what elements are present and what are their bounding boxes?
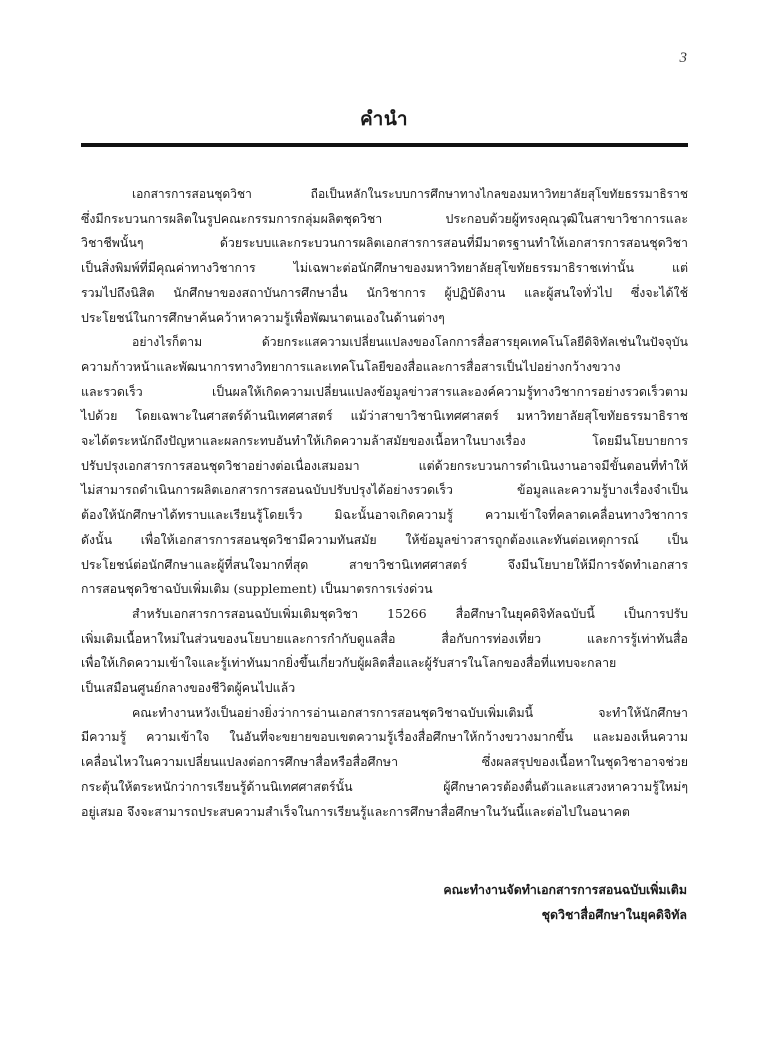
paragraph-line: วิชาชีพนั้นๆ ด้วยระบบและกระบวนการผลิตเอกสารการสอนที่มีมาตรฐานทำให้เอกสารการสอนชุดวิชา	[81, 235, 688, 251]
paragraph-line: ความก้าวหน้าและพัฒนาการทางวิทยาการและเทคโนโลยีของสื่อและการสื่อสารเป็นไปอย่างกว้างขวาง	[81, 358, 621, 374]
paragraph-line: อย่างไรก็ตาม ด้วยกระแสความเปลี่ยนแปลงของโลกการสื่อสารยุคเทคโนโลยีดิจิทัลเช่นในปัจจุบัน	[132, 335, 688, 350]
paragraph-line: ไปด้วย โดยเฉพาะในศาสตร์ด้านนิเทศศาสตร์ แม้ว่าสาขาวิชานิเทศศาสตร์ มหาวิทยาลัยสุโขทัยธรรมาธิราช	[81, 408, 688, 424]
paragraph-line: เอกสารการสอนชุดวิชา ถือเป็นหลักในระบบการศึกษาทางไกลของมหาวิทยาลัยสุโขทัยธรรมาธิราช	[132, 187, 688, 201]
paragraph	[81, 602, 688, 701]
paragraph-line: เป็นสิ่งพิมพ์ที่มีคุณค่าทางวิชาการ ไม่เฉพาะต่อนักศึกษาของมหาวิทยาลัยสุโขทัยธรรมาธิราชเท่านั้น แต่	[81, 260, 688, 276]
signature-course: ชุดวิชาสื่อศึกษาในยุคดิจิทัล	[541, 907, 687, 922]
title-divider	[81, 143, 688, 147]
signature-committee: คณะทำงานจัดทำเอกสารการสอนฉบับเพิ่มเติม	[443, 882, 687, 897]
paragraph-line: เคลื่อนไหวในความเปลี่ยนแปลงต่อการศึกษาสื่อหรือสื่อศึกษา ซึ่งผลสรุปของเนื้อหาในชุดวิชาอาจช่วย	[81, 754, 688, 770]
page-title: คำนำ	[359, 108, 409, 130]
paragraph	[81, 701, 688, 825]
paragraph-line: สำหรับเอกสารการสอนฉบับเพิ่มเติมชุดวิชา 15266 สื่อศึกษาในยุคดิจิทัลฉบับนี้ เป็นการปรับ	[132, 605, 688, 621]
paragraph-line: ซึ่งมีกระบวนการผลิตในรูปคณะกรรมการกลุ่มผลิตชุดวิชา ประกอบด้วยผู้ทรงคุณวุฒิในสาขาวิชาการและ	[81, 210, 688, 226]
page-number: 3	[679, 50, 687, 66]
paragraph-line: ต้องให้นักศึกษาได้ทราบและเรียนรู้โดยเร็ว มิฉะนั้นอาจเกิดความรู้ ความเข้าใจที่คลาดเคลื่อนทางวิชาการ	[81, 507, 688, 523]
paragraph-line: การสอนชุดวิชาฉบับเพิ่มเติม (supplement) เป็นมาตรการเร่งด่วน	[81, 581, 433, 597]
paragraph	[81, 330, 688, 602]
paragraph-line: กระตุ้นให้ตระหนักว่าการเรียนรู้ด้านนิเทศศาสตร์นั้น ผู้ศึกษาควรต้องตื่นตัวและแสวงหาความรู้ใหม่ๆ	[81, 778, 688, 794]
paragraph-line: และรวดเร็ว เป็นผลให้เกิดความเปลี่ยนแปลงข้อมูลข่าวสารและองค์ความรู้ทางวิชาการอย่างรวดเร็วตาม	[81, 383, 688, 399]
paragraph-line: ประโยชน์ต่อนักศึกษาและผู้ที่สนใจมากที่สุด สาขาวิชานิเทศศาสตร์ จึงมีนโยบายให้มีการจัดทำเอกสาร	[81, 556, 688, 572]
signature-block	[443, 877, 687, 927]
paragraph-line: เพิ่มเติมเนื้อหาใหม่ในส่วนของนโยบายและการกำกับดูแลสื่อ สื่อกับการท่องเที่ยว และการรู้เท่าทันสื่อ	[81, 630, 688, 646]
paragraph-line: ไม่สามารถดำเนินการผลิตเอกสารการสอนฉบับปรับปรุงได้อย่างรวดเร็ว ข้อมูลและความรู้บางเรื่องจำเป็น	[81, 482, 688, 498]
paragraph-line: จะได้ตระหนักถึงปัญหาและผลกระทบอันทำให้เกิดความล้าสมัยของเนื้อหาในบางเรื่อง โดยมีนโยบายการ	[81, 433, 688, 449]
paragraph-line: รวมไปถึงนิสิต นักศึกษาของสถาบันการศึกษาอื่น นักวิชาการ ผู้ปฏิบัติงาน และผู้สนใจทั่วไป ซึ่งจะได้ใช้	[81, 284, 688, 300]
paragraph-line: มีความรู้ ความเข้าใจ ในอันที่จะขยายขอบเขตความรู้เรื่องสื่อศึกษาให้กว้างขวางมากขึ้น และมองเห็นความ	[81, 729, 688, 745]
paragraph-line: อยู่เสมอ จึงจะสามารถประสบความสำเร็จในการเรียนรู้และการศึกษาสื่อศึกษาในวันนี้และต่อไปในอนาคต	[81, 803, 630, 819]
paragraph	[81, 182, 688, 330]
paragraph-line: ดังนั้น เพื่อให้เอกสารการสอนชุดวิชามีความทันสมัย ให้ข้อมูลข่าวสารถูกต้องและทันต่อเหตุการณ์ เป็น	[81, 531, 688, 547]
paragraph-line: เป็นเสมือนศูนย์กลางของชีวิตผู้คนไปแล้ว	[81, 680, 296, 696]
paragraph-line: ปรับปรุงเอกสารการสอนชุดวิชาอย่างต่อเนื่องเสมอมา แต่ด้วยกระบวนการดำเนินงานอาจมีขั้นตอนที่ทำให้	[81, 457, 688, 473]
paragraph-line: คณะทำงานหวังเป็นอย่างยิ่งว่าการอ่านเอกสารการสอนชุดวิชาฉบับเพิ่มเติมนี้ จะทำให้นักศึกษา	[132, 704, 688, 720]
foreword-body	[81, 182, 688, 824]
paragraph-line: ประโยชน์ในการศึกษาค้นคว้าหาความรู้เพื่อพัฒนาตนเองในด้านต่างๆ	[81, 309, 445, 325]
paragraph-line: เพื่อให้เกิดความเข้าใจและรู้เท่าทันมากยิ่งขึ้นเกี่ยวกับผู้ผลิตสื่อและผู้รับสารในโลกของสื่อที่แทบจะกลาย	[81, 655, 617, 671]
